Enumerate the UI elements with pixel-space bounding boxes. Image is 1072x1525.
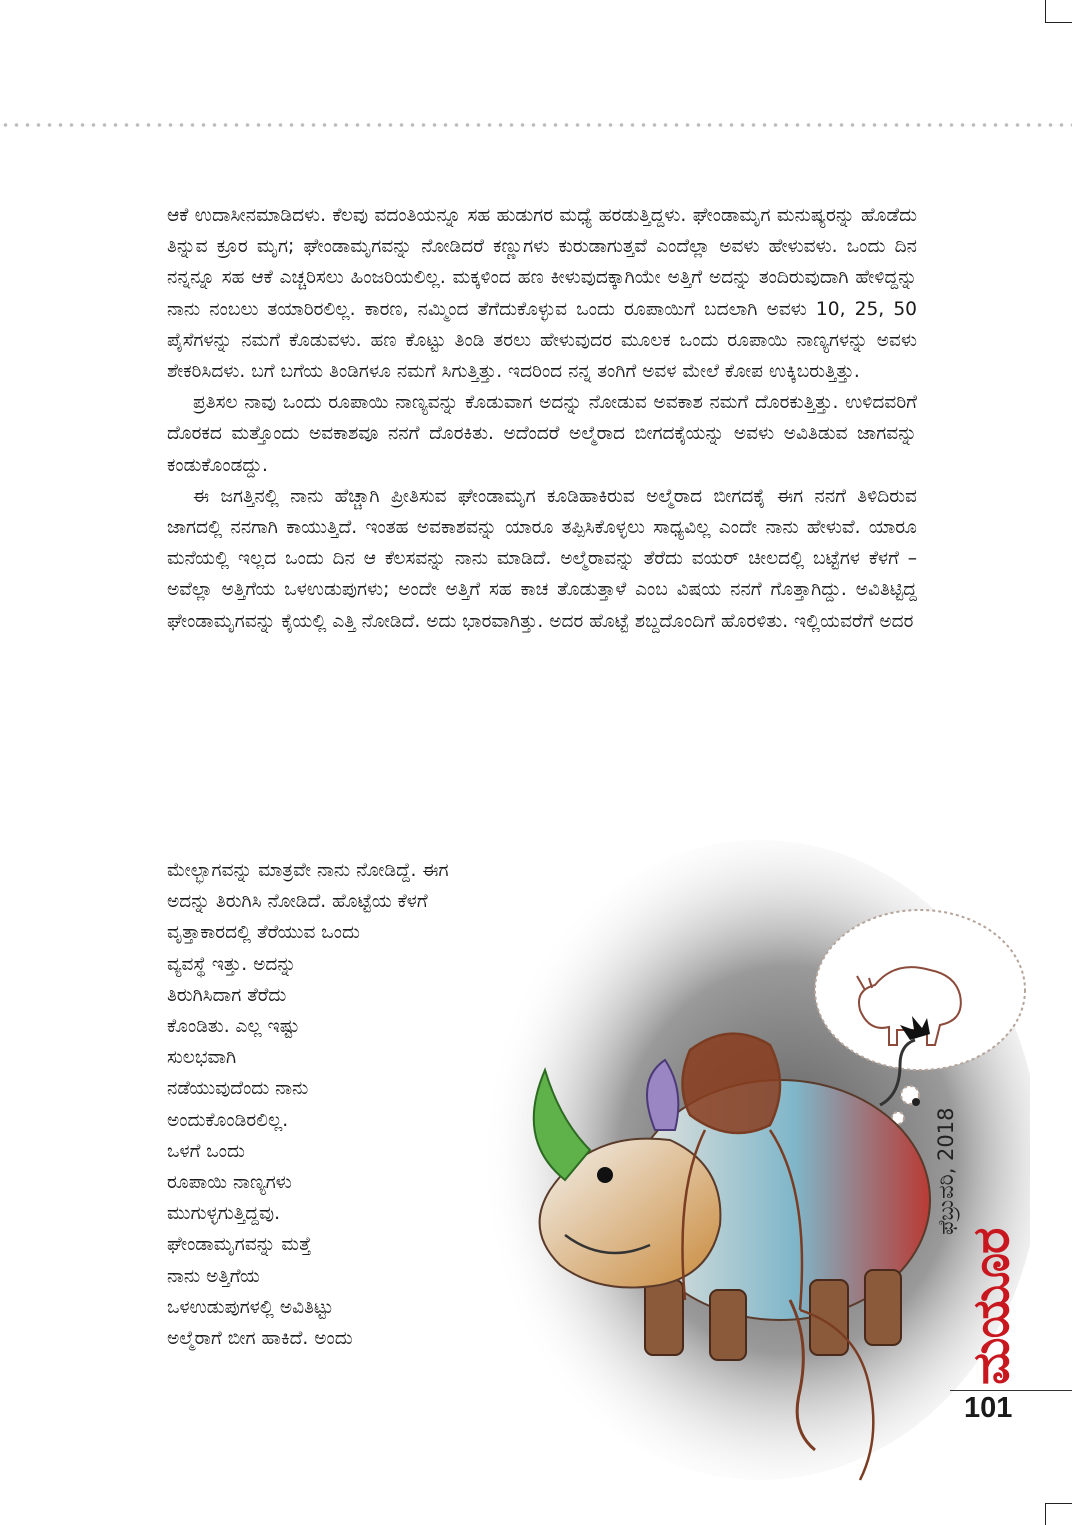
paragraph-1: ಆಕೆ ಉದಾಸೀನಮಾಡಿದಳು. ಕೆಲವು ವದಂತಿಯನ್ನೂ ಸಹ ಹುಡುಗರ ಮಧ್ಯೆ ಹರಡುತ್ತಿದ್ದಳು. ಘೇಂಡಾಮೃಗ ಮನುಷ್ಯರನ್ನು ಹೊಡೆದು ತಿನ್ನುವ ಕ್ರೂರ ಮೃಗ; ಘೇಂಡಾಮೃಗವನ್ನು ನೋಡಿದರೆ ಕಣ್ಣುಗಳು ಕುರುಡಾಗುತ್ತವೆ ಎಂದೆಲ್ಲಾ ಅವಳು ಹೇಳುವಳು. ಒಂದು ದಿನ ನನ್ನನ್ನೂ ಸಹ ಆಕೆ ಎಚ್ಚರಿಸಲು ಹಿಂಜರಿಯಲಿಲ್ಲ. ಮಕ್ಕಳಿಂದ ಹಣ ಕೀಳುವುದಕ್ಕಾಗಿಯೇ ಅತ್ತಿಗೆ ಅದನ್ನು ತಂದಿರುವುದಾಗಿ ಹೇಳಿದ್ದನ್ನು ನಾನು ನಂಬಲು ತಯಾರಿರಲಿಲ್ಲ. ಕಾರಣ, ನಮ್ಮಿಂದ ತೆಗೆದುಕೊಳ್ಳುವ ಒಂದು ರೂಪಾಯಿಗೆ ಬದಲಾಗಿ ಅವಳು 10, 25, 50 ಪೈಸೆಗಳನ್ನು ನಮಗೆ ಕೊಡುವಳು. ಹಣ ಕೊಟ್ಟು ತಿಂಡಿ ತರಲು ಹೇಳುವುದರ ಮೂಲಕ ಒಂದು ರೂಪಾಯಿ ನಾಣ್ಯಗಳನ್ನು ಅವಳು ಶೇಕರಿಸಿದಳು. ಬಗೆ ಬಗೆಯ ತಿಂಡಿಗಳೂ ನಮಗೆ ಸಿಗುತ್ತಿತ್ತು. ಇದರಿಂದ ನನ್ನ ತಂಗಿಗೆ ಅವಳ ಮೇಲೆ ಕೋಪ ಉಕ್ಕಿಬರುತ್ತಿತ್ತು.	[167, 205, 917, 383]
narrow-line: ನಡೆಯುವುದೆಂದು ನಾನು	[167, 1078, 309, 1100]
narrow-line: ವೃತ್ತಾಕಾರದಲ್ಲಿ ತೆರೆಯುವ ಒಂದು	[167, 922, 360, 944]
narrow-line: ಅಲ್ಮೆರಾಗೆ ಬೀಗ ಹಾಕಿದೆ. ಅಂದು	[167, 1328, 353, 1350]
dotted-divider	[0, 122, 1072, 128]
narrow-line: ಒಳಗೆ ಒಂದು	[167, 1140, 245, 1162]
page-number: 101	[964, 1392, 1013, 1424]
crop-mark-bottom-right-horizontal	[1045, 1503, 1072, 1504]
narrow-line: ಅದನ್ನು ತಿರುಗಿಸಿ ನೋಡಿದೆ. ಹೊಟ್ಟೆಯ ಕೆಳಗೆ	[167, 891, 428, 913]
narrow-line: ತಿರುಗಿಸಿದಾಗ ತೆರೆದು	[167, 984, 287, 1006]
narrow-line: ಮೇಲ್ಭಾಗವನ್ನು ಮಾತ್ರವೇ ನಾನು ನೋಡಿದ್ದೆ. ಈಗ	[167, 860, 449, 881]
narrow-line: ನಾನು ಅತ್ತಿಗೆಯ	[167, 1265, 260, 1287]
crop-mark-top-right-vertical	[1045, 0, 1046, 22]
dot-mark	[912, 1098, 920, 1106]
article-body	[167, 200, 917, 637]
narrow-line: ಮುಗುಳ್ಳಗುತ್ತಿದ್ದವು.	[167, 1203, 281, 1225]
magazine-logo: ಮಯೂರ	[962, 1228, 1020, 1385]
paragraph-2: ಪ್ರತಿಸಲ ನಾವು ಒಂದು ರೂಪಾಯಿ ನಾಣ್ಯವನ್ನು ಕೊಡುವಾಗ ಅದನ್ನು ನೋಡುವ ಅವಕಾಶ ನಮಗೆ ದೊರಕುತ್ತಿತ್ತು. ಉಳಿದವರಿಗೆ ದೊರಕದ ಮತ್ತೊಂದು ಅವಕಾಶವೂ ನನಗೆ ದೊರಕಿತು. ಅದೆಂದರೆ ಅಲ್ಮೆರಾದ ಬೀಗದಕೈಯನ್ನು ಅವಳು ಅವಿತಿಡುವ ಜಾಗವನ್ನು ಕಂಡುಕೊಂಡದ್ದು.	[167, 392, 917, 476]
paragraph-3: ಈ ಜಗತ್ತಿನಲ್ಲಿ ನಾನು ಹೆಚ್ಚಾಗಿ ಪ್ರೀತಿಸುವ ಘೇಂಡಾಮೃಗ ಕೂಡಿಹಾಕಿರುವ ಅಲ್ಮೆರಾದ ಬೀಗದಕೈ ಈಗ ನನಗೆ ತಿಳಿದಿರುವ ಜಾಗದಲ್ಲಿ ನನಗಾಗಿ ಕಾಯುತ್ತಿದೆ. ಇಂತಹ ಅವಕಾಶವನ್ನು ಯಾರೂ ತಪ್ಪಿಸಿಕೊಳ್ಳಲು ಸಾಧ್ಯವಿಲ್ಲ ಎಂದೇ ನಾನು ಹೇಳುವೆ. ಯಾರೂ ಮನೆಯಲ್ಲಿ ಇಲ್ಲದ ಒಂದು ದಿನ ಆ ಕೆಲಸವನ್ನು ನಾನು ಮಾಡಿದೆ. ಅಲ್ಮೆರಾವನ್ನು ತೆರೆದು ವಯರ್ ಚೀಲದಲ್ಲಿ ಬಟ್ಟೆಗಳ ಕೆಳಗೆ – ಅವೆಲ್ಲಾ ಅತ್ತಿಗೆಯ ಒಳಉಡುಪುಗಳು; ಅಂದೇ ಅತ್ತಿಗೆ ಸಹ ಕಾಚ ತೊಡುತ್ತಾಳೆ ಎಂಬ ವಿಷಯ ನನಗೆ ಗೊತ್ತಾಗಿದ್ದು. ಅವಿತಿಟ್ಟಿದ್ದ ಘೇಂಡಾಮೃಗವನ್ನು ಕೈಯಲ್ಲಿ ಎತ್ತಿ ನೋಡಿದೆ. ಅದು ಭಾರವಾಗಿತ್ತು. ಅದರ ಹೊಟ್ಟೆ ಶಬ್ದದೊಂದಿಗೆ ಹೊರಳಿತು. ಇಲ್ಲಿಯವರೆಗೆ ಅದರ	[167, 485, 917, 632]
crop-mark-bottom-right-vertical	[1045, 1503, 1046, 1525]
narrow-line: ಸುಲಭವಾಗಿ	[167, 1047, 237, 1069]
crop-mark-top-right-horizontal	[1045, 22, 1072, 23]
narrow-line: ಕೊಂಡಿತು. ಎಲ್ಲ ಇಷ್ಟು	[167, 1016, 300, 1038]
rhino-eye	[597, 1167, 613, 1183]
narrow-line: ಒಳಉಡುಪುಗಳಲ್ಲಿ ಅವಿತಿಟ್ಟು	[167, 1296, 334, 1318]
narrow-line: ರೂಪಾಯಿ ನಾಣ್ಯಗಳು	[167, 1172, 292, 1194]
page-number-rule	[950, 1390, 1072, 1391]
article-narrow-column	[167, 855, 487, 1354]
narrow-line: ಘೇಂಡಾಮೃಗವನ್ನು ಮತ್ತೆ	[167, 1234, 312, 1256]
narrow-line: ಅಂದುಕೊಂಡಿರಲಿಲ್ಲ.	[167, 1109, 289, 1131]
issue-date: ಫೆಬ್ರುವರಿ, 2018	[934, 1107, 958, 1235]
narrow-line: ವ್ಯವಸ್ಥೆ ಇತ್ತು. ಅದನ್ನು	[167, 953, 297, 975]
